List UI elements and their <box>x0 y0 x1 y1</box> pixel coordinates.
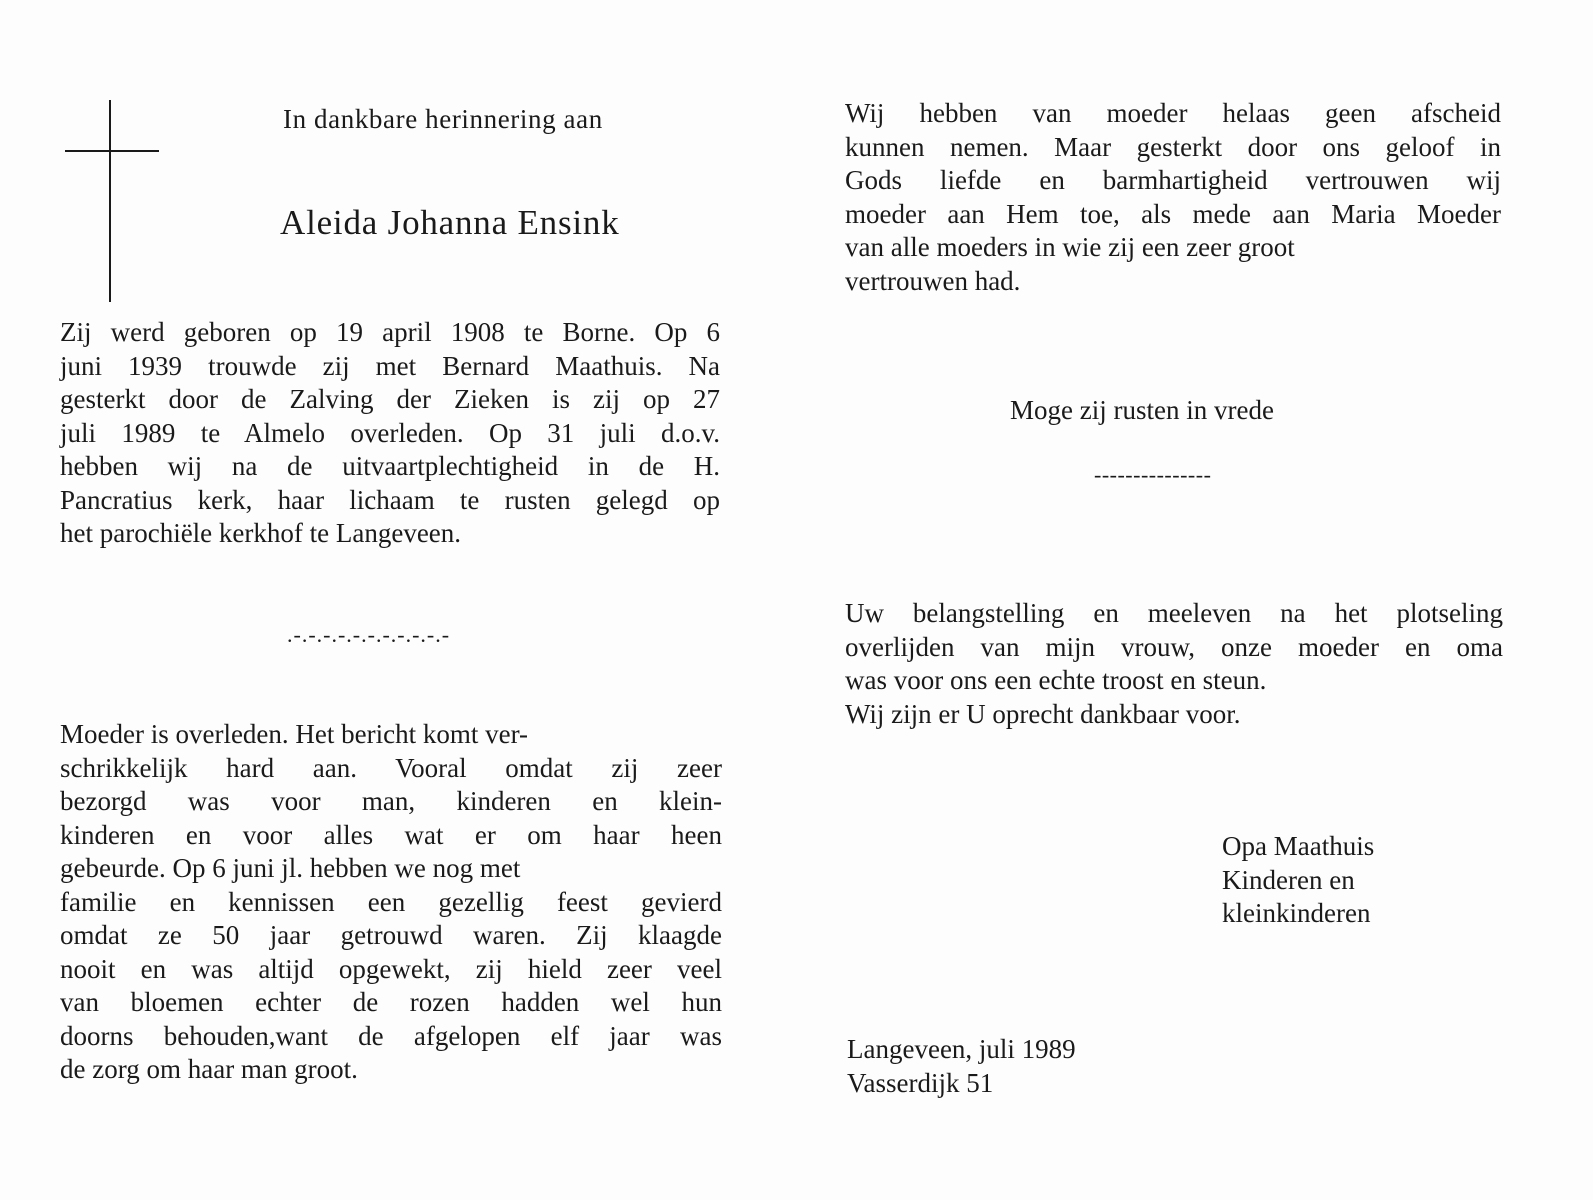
signature-line: Opa Maathuis <box>1222 831 1375 861</box>
memorial-line: kinderen en voor alles wat er om haar heen <box>60 819 722 850</box>
memorial-line: bezorgd was voor man, kinderen en klein- <box>60 786 722 816</box>
biography-line: juli 1989 te Almelo overleden. Op 31 juli d.o.v. <box>60 417 720 448</box>
divider-left: .-.-.-.-.-.-.-.-.-.-.- <box>287 622 451 647</box>
farewell-line: vertrouwen had. <box>845 265 1021 296</box>
signature-block <box>1222 830 1374 931</box>
place-date-block <box>847 1033 1076 1100</box>
farewell-line: moeder aan Hem toe, als mede aan Maria Moeder <box>845 198 1501 229</box>
farewell-line: Wij hebben van moeder helaas geen afscheid <box>845 98 1501 128</box>
thanks-line: overlijden van mijn vrouw, onze moeder en oma <box>845 631 1503 662</box>
memorial-line: doorns behouden,want de afgelopen elf jaar was <box>60 1020 722 1051</box>
memorial-line: gebeurde. Op 6 juni jl. hebben we nog met <box>60 853 521 883</box>
memorial-paragraph <box>60 718 722 1087</box>
memorial-line: omdat ze 50 jaar getrouwd waren. Zij klaagde <box>60 920 722 950</box>
farewell-line: kunnen nemen. Maar gesterkt door ons geloof in <box>845 131 1501 162</box>
rest-in-peace: Moge zij rusten in vrede <box>1010 395 1274 425</box>
thanks-paragraph <box>845 597 1503 731</box>
biography-line: juni 1939 trouwde zij met Bernard Maathuis. Na <box>60 350 720 381</box>
biography-line: hebben wij na de uitvaartplechtigheid in de H. <box>60 451 720 481</box>
cross-icon-horizontal <box>65 150 159 152</box>
biography-line: gesterkt door de Zalving der Zieken is zij op 27 <box>60 384 720 414</box>
biography-line: Zij werd geboren op 19 april 1908 te Borne. Op 6 <box>60 317 720 347</box>
signature-line: kleinkinderen <box>1222 898 1371 928</box>
signature-line: Kinderen en <box>1222 864 1355 895</box>
farewell-line: van alle moeders in wie zij een zeer groot <box>845 232 1295 262</box>
memorial-line: van bloemen echter de rozen hadden wel hun <box>60 987 722 1017</box>
biography-line: het parochiële kerkhof te Langeveen. <box>60 518 462 548</box>
farewell-line: Gods liefde en barmhartigheid vertrouwen wij <box>845 165 1501 195</box>
biography-line: Pancratius kerk, haar lichaam te rusten gelegd op <box>60 484 720 515</box>
divider-right: --------------- <box>1094 462 1212 487</box>
memorial-line: nooit en was altijd opgewekt, zij hield zeer veel <box>60 953 722 984</box>
memorial-line: schrikkelijk hard aan. Vooral omdat zij zeer <box>60 752 722 783</box>
cross-icon-vertical <box>109 100 111 302</box>
deceased-name: Aleida Johanna Ensink <box>280 203 620 242</box>
biography-paragraph <box>60 316 720 551</box>
thanks-line: was voor ons een echte troost en steun. <box>845 665 1267 695</box>
farewell-paragraph <box>845 97 1501 298</box>
memorial-line: de zorg om haar man groot. <box>60 1054 358 1084</box>
intro-text: In dankbare herinnering aan <box>283 104 603 134</box>
memorial-line: Moeder is overleden. Het bericht komt ver- <box>60 719 529 749</box>
thanks-line: Uw belangstelling en meeleven na het plotseling <box>845 598 1503 628</box>
thanks-line: Wij zijn er U oprecht dankbaar voor. <box>845 698 1241 729</box>
memorial-line: familie en kennissen een gezellig feest gevierd <box>60 886 722 917</box>
address-line: Vasserdijk 51 <box>847 1067 994 1098</box>
place-date-line: Langeveen, juli 1989 <box>847 1034 1076 1064</box>
